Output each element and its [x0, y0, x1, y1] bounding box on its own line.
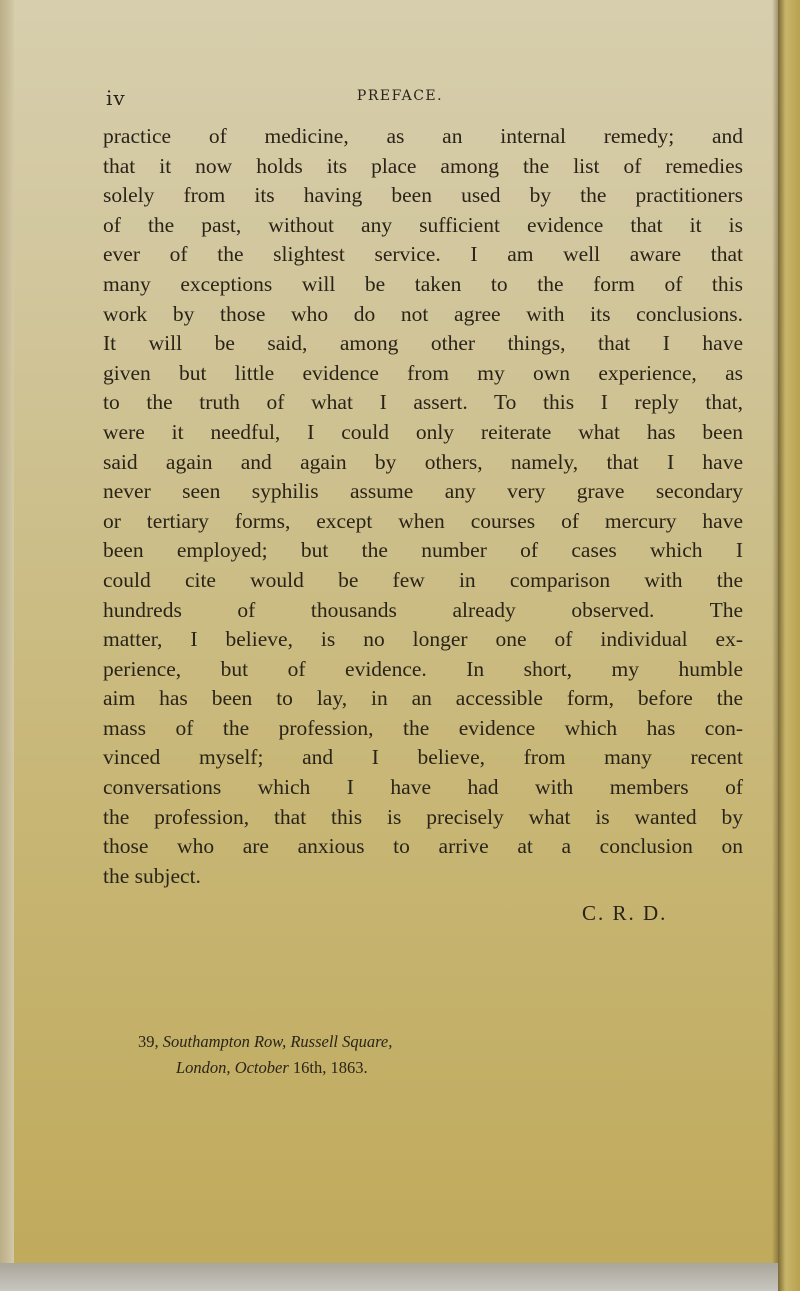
text-line: never seen syphilis assume any very grave secondary	[103, 479, 743, 504]
text-line: were it needful, I could only reiterate what has been	[103, 419, 743, 444]
address-line-1	[138, 1032, 392, 1052]
text-line: hundreds of thousands already observed. The	[103, 597, 743, 622]
page-bottom-edge	[0, 1263, 778, 1291]
page-number: iv	[106, 86, 126, 110]
signature-initials: C. R. D.	[582, 901, 668, 925]
text-line: It will be said, among other things, that I have	[103, 331, 743, 356]
address-city: London,	[176, 1058, 231, 1077]
text-line: of the past, without any sufficient evidence that it is	[103, 212, 743, 237]
text-line: ever of the slightest service. I am well aware that	[103, 242, 743, 267]
address-street: Southampton Row,	[162, 1032, 287, 1051]
text-line: those who are anxious to arrive at a conclusion on	[103, 834, 743, 859]
address-year: 1863.	[330, 1058, 368, 1077]
page-header	[0, 86, 800, 110]
text-line: said again and again by others, namely, that I have	[103, 449, 743, 474]
text-line: vinced myself; and I believe, from many recent	[103, 745, 743, 770]
address-day: 16th,	[292, 1058, 327, 1077]
text-line: mass of the profession, the evidence which has con-	[103, 715, 743, 740]
text-line: could cite would be few in comparison with the	[103, 567, 743, 592]
text-line: given but little evidence from my own experience, as	[103, 360, 743, 385]
text-line: practice of medicine, as an internal remedy; and	[103, 124, 743, 148]
text-line: conversations which I have had with members of	[103, 775, 743, 800]
address-square: Russell Square,	[290, 1032, 393, 1051]
page-left-edge	[0, 0, 14, 1291]
text-line: to the truth of what I assert. To this I reply that,	[103, 390, 743, 415]
preface-text	[103, 122, 743, 891]
text-line: been employed; but the number of cases which I	[103, 538, 743, 563]
address-month: October	[234, 1058, 289, 1077]
running-title: PREFACE.	[356, 88, 444, 104]
text-line: matter, I believe, is no longer one of individual ex-	[103, 627, 743, 652]
text-line: perience, but of evidence. In short, my humble	[103, 656, 743, 681]
address-line-2	[176, 1058, 368, 1078]
text-line: the subject.	[103, 863, 201, 888]
text-line: that it now holds its place among the list of remedies	[103, 153, 743, 178]
text-line: solely from its having been used by the practitioners	[103, 183, 743, 208]
book-spine-edge	[778, 0, 800, 1291]
text-line: aim has been to lay, in an accessible form, before the	[103, 686, 743, 711]
text-line: the profession, that this is precisely what is wanted by	[103, 804, 743, 829]
text-line: or tertiary forms, except when courses of mercury have	[103, 508, 743, 533]
address-number: 39,	[138, 1032, 159, 1051]
text-line: work by those who do not agree with its conclusions.	[103, 301, 743, 326]
text-line: many exceptions will be taken to the form of this	[103, 271, 743, 296]
